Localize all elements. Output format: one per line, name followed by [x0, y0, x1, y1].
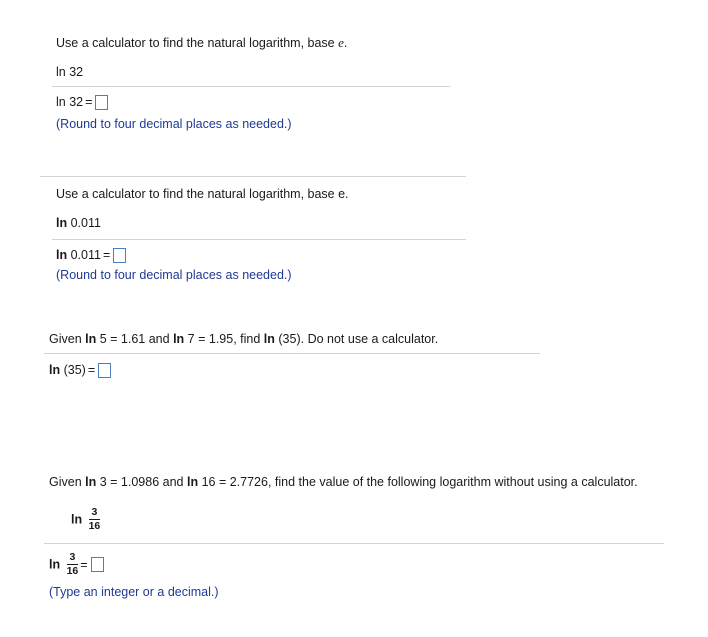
- q4-denominator: 16: [88, 520, 101, 532]
- q4-prompt: [49, 475, 638, 489]
- q4-ln-2: ln: [186, 475, 199, 489]
- q3-answer-ln: ln: [49, 363, 61, 377]
- q4-ln: ln: [71, 512, 83, 527]
- q2-answer-row: [56, 248, 126, 263]
- q1-base-var: e: [338, 35, 344, 50]
- q3-find-expr: (35). Do not use a calculator.: [278, 332, 439, 346]
- q4-expression: [71, 507, 100, 532]
- q4-given-1: 3 = 1.0986 and: [99, 475, 184, 489]
- q3-divider: [44, 353, 540, 354]
- q2-answer-arg: 0.011: [70, 248, 101, 262]
- q2-divider: [52, 239, 466, 240]
- q4-answer-ln: ln: [49, 557, 61, 572]
- q4-divider: [44, 543, 664, 544]
- q2-expression: [56, 216, 101, 230]
- q2-hint: (Round to four decimal places as needed.): [56, 268, 292, 282]
- q4-answer-fraction: [67, 552, 79, 577]
- q1-expression: ln 32: [56, 65, 84, 79]
- q2-arg: 0.011: [70, 216, 101, 230]
- q4-hint: (Type an integer or a decimal.): [49, 585, 219, 599]
- q3-equals: =: [87, 363, 96, 377]
- q2-equals: =: [102, 248, 111, 262]
- q4-fraction: [89, 507, 101, 532]
- q4-answer-numerator: 3: [69, 551, 76, 563]
- q2-prompt: Use a calculator to find the natural logarithm, base e.: [56, 187, 349, 201]
- q1-answer-input[interactable]: [95, 95, 108, 110]
- q1-answer-row: [56, 95, 108, 110]
- q3-answer-row: [49, 363, 111, 378]
- q2-answer-input[interactable]: [113, 248, 126, 263]
- q2-answer-ln: ln: [56, 248, 68, 262]
- q3-ln-3: ln: [263, 332, 275, 346]
- q1-equals: =: [85, 95, 93, 109]
- q1-prompt-text: Use a calculator to find the natural logarithm, base: [56, 36, 335, 50]
- q1-divider: [52, 86, 450, 87]
- q4-numerator: 3: [91, 506, 98, 518]
- q3-ln-2: ln: [173, 332, 185, 346]
- q3-prompt: [49, 332, 438, 346]
- q3-given-2: 7 = 1.95, find: [187, 332, 261, 346]
- q3-ln-1: ln: [85, 332, 97, 346]
- q4-answer-row: [49, 552, 104, 577]
- q1-answer-lhs: ln 32: [56, 95, 84, 109]
- q1-hint: (Round to four decimal places as needed.): [56, 117, 292, 131]
- q3-answer-input[interactable]: [98, 363, 111, 378]
- q3-answer-arg: (35): [63, 363, 86, 377]
- q4-ln-1: ln: [85, 475, 97, 489]
- q4-given: Given: [49, 475, 82, 489]
- q3-given: Given: [49, 332, 82, 346]
- q4-equals: =: [80, 557, 88, 572]
- q2-ln: ln: [56, 216, 68, 230]
- q4-given-2: 16 = 2.7726, find the value of the following logarithm without using a calculator.: [201, 475, 638, 489]
- q4-answer-input[interactable]: [91, 557, 104, 572]
- q1-prompt: Use a calculator to find the natural logarithm, base e.: [56, 35, 348, 50]
- section-divider-1: [40, 176, 466, 177]
- q3-given-1: 5 = 1.61 and: [99, 332, 170, 346]
- q4-answer-denominator: 16: [66, 565, 79, 577]
